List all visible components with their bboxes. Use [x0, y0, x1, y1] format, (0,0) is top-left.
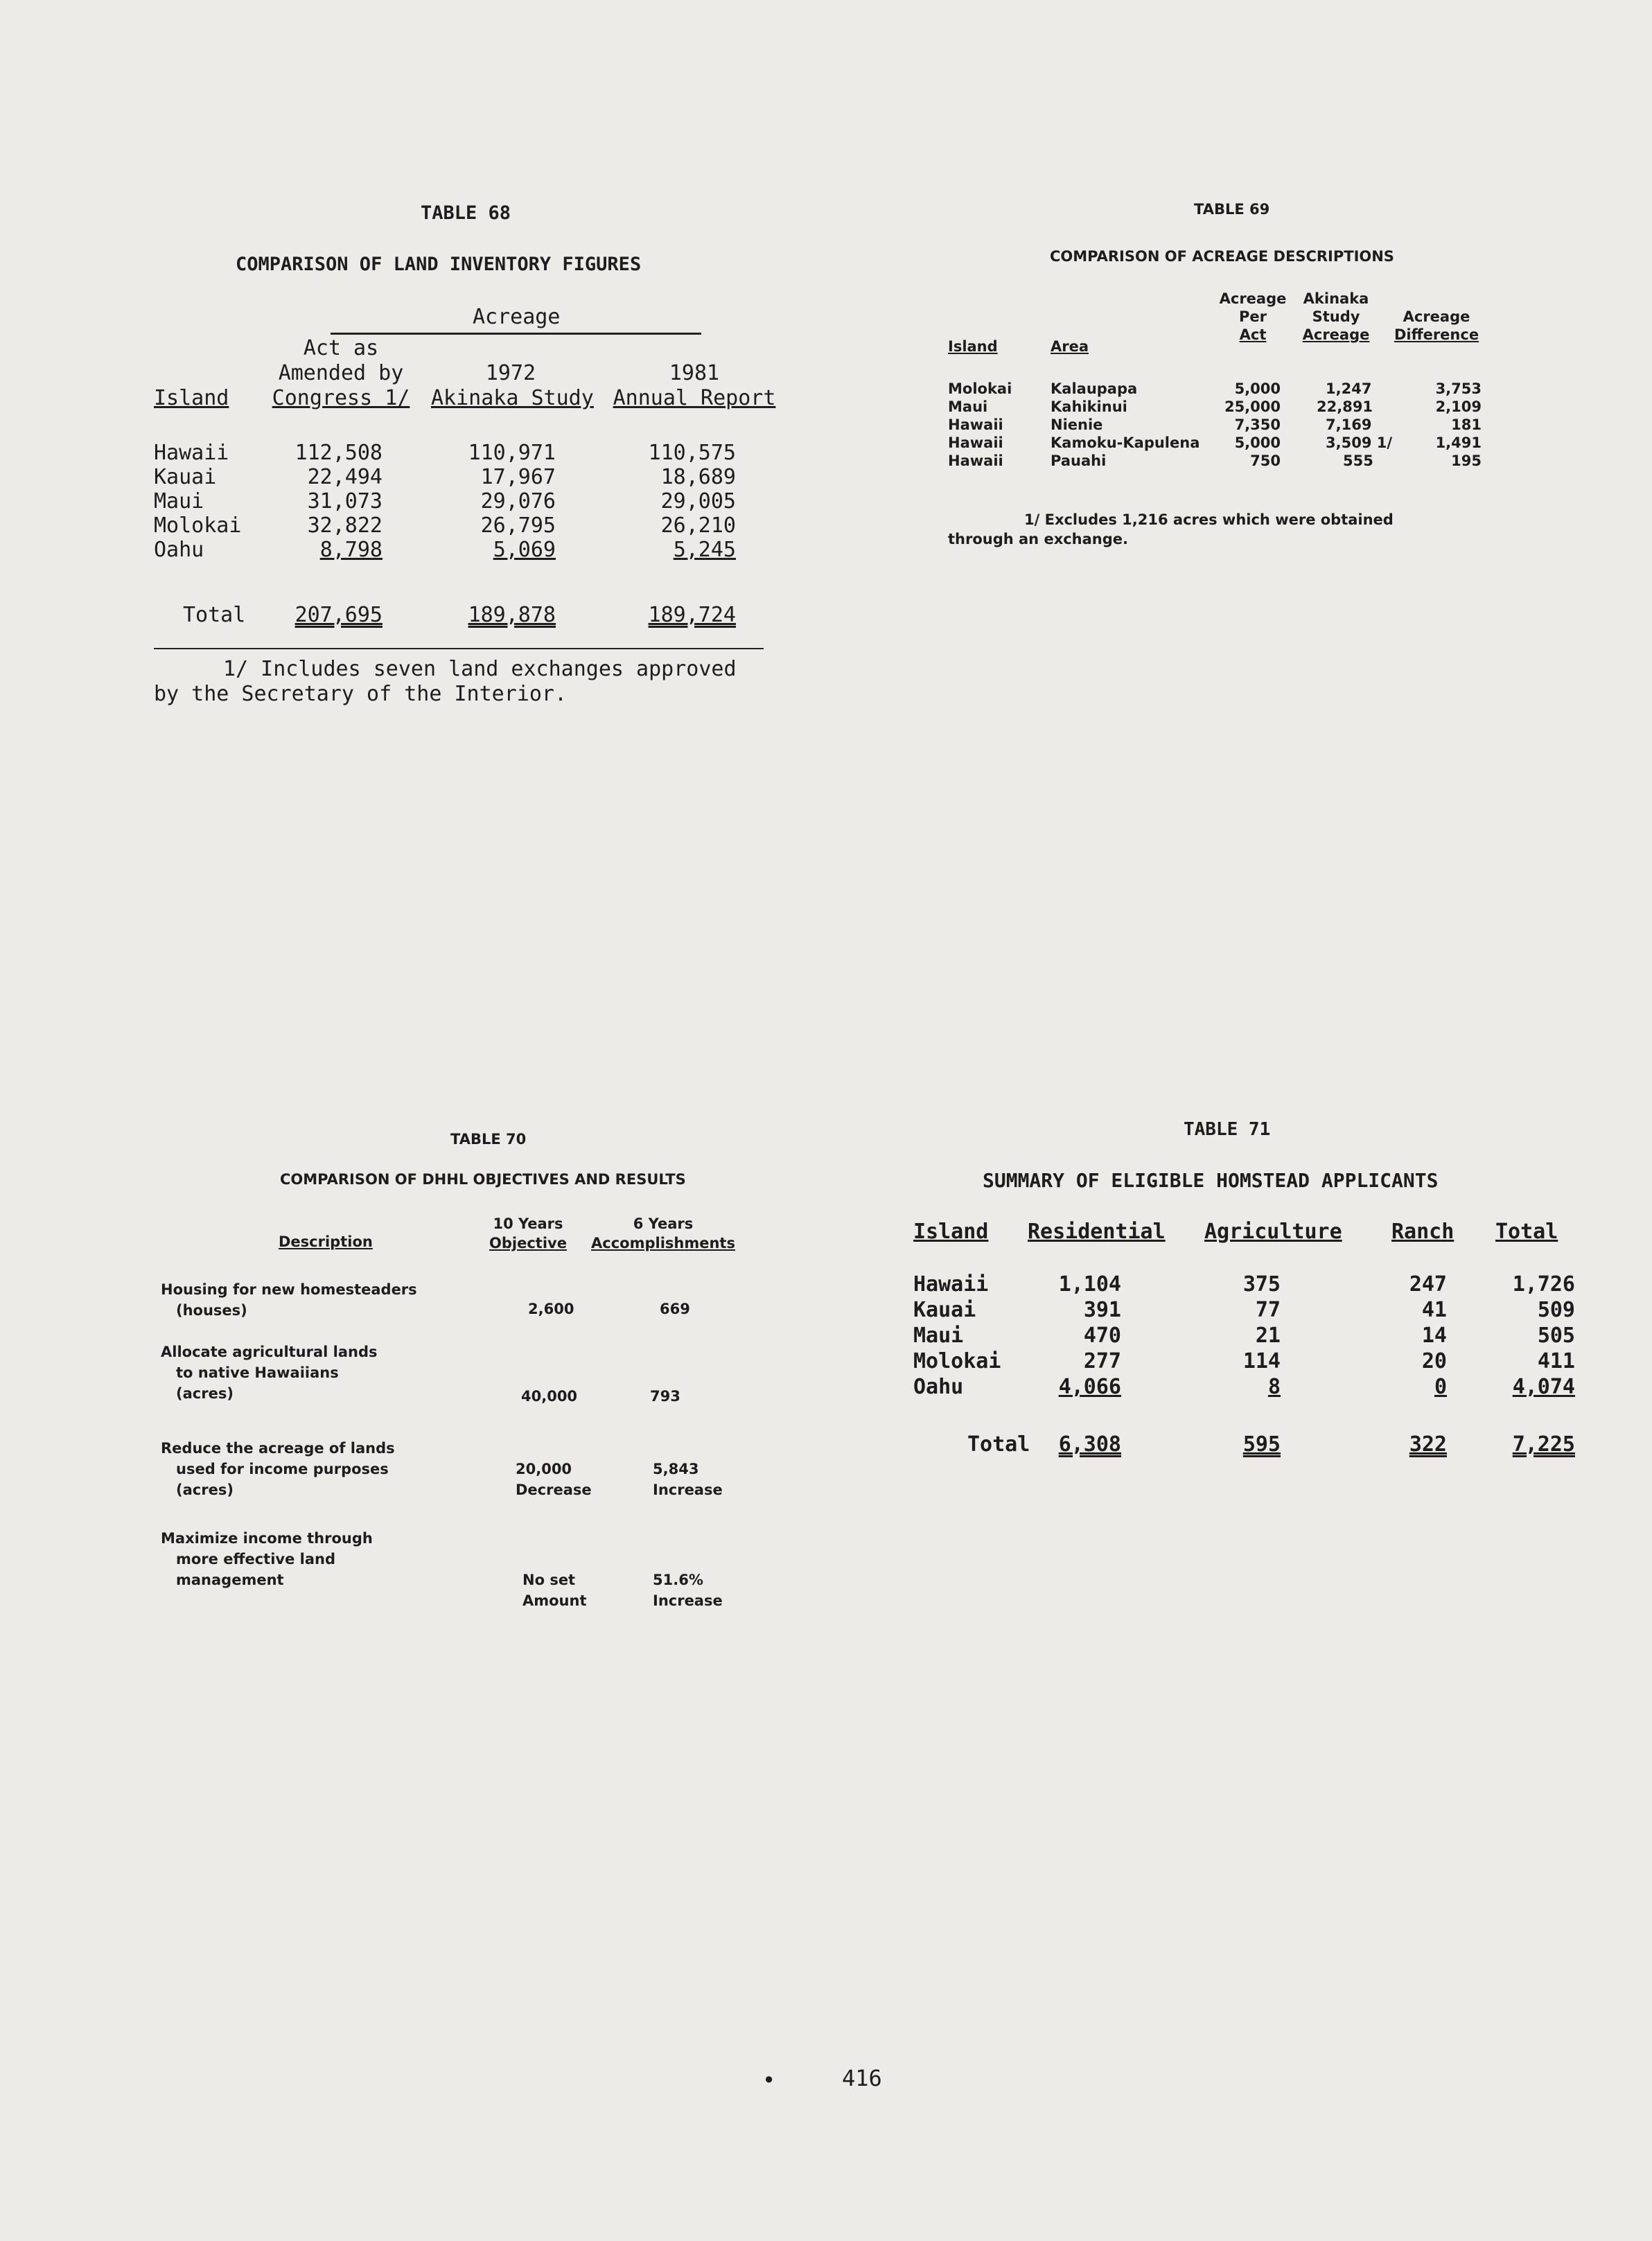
col-accomplishments-header: 6 Years Accomplishments [591, 1215, 735, 1251]
table-70-label: TABLE 70 [450, 1131, 527, 1148]
col-akinaka-header: 1972 Akinaka Study [431, 361, 594, 410]
table-71-label: TABLE 71 [1184, 1119, 1271, 1140]
table-71-title: SUMMARY OF ELIGIBLE HOMSTEAD APPLICANTS [983, 1169, 1439, 1192]
table-row: Molokai Kalaupapa 5,000 1,247 3,753 [948, 380, 1482, 397]
table-68-rows [154, 441, 819, 562]
col-annual-header: 1981 Annual Report [613, 361, 776, 410]
col-study-header: Akinaka Study Acreage [1302, 290, 1370, 343]
table-70: TABLE 70 COMPARISON OF DHHL OBJECTIVES AND RESULTS 10 Years Objective 6 Years Accomplishments Description Housing for new homesteaders (houses) 2,600 669 Allocate agricultural lands to native Hawaiians (acres) 40,000 793 Reduce the acreage of lands used for income purposes (acres) 20,000 Decrease 5,843 Increase Maximize income through more effective land management No set Amount 51.6% Increase [161, 1123, 798, 1608]
table-row: Oahu 4,066 8 0 4,074 [913, 1375, 1575, 1399]
acreage-underline [331, 333, 701, 335]
table-row: Hawaii 1,104 375 247 1,726 [913, 1272, 1575, 1297]
page-number: 416 [842, 2065, 882, 2091]
footnote-rule [154, 648, 764, 649]
table-row: Maui Kahikinui 25,000 22,891 2,109 [948, 398, 1482, 415]
col-congress-header: Act as Amended by Congress 1/ [272, 336, 410, 410]
table-68-label: TABLE 68 [421, 202, 511, 224]
table-row: Kauai 22,494 17,967 18,689 [154, 465, 736, 489]
table-70-title: COMPARISON OF DHHL OBJECTIVES AND RESULTS [280, 1171, 686, 1188]
table-71-rows [913, 1272, 1579, 1400]
area-header: Area [1051, 338, 1089, 355]
col-per-act-header: Acreage Per Act [1219, 290, 1287, 343]
table-row: Oahu 8,798 5,069 5,245 [154, 538, 736, 562]
table-69-label: TABLE 69 [1194, 201, 1270, 218]
table-71-header-row: Island Residential Agriculture Ranch Total [913, 1220, 1558, 1244]
table-row: Molokai 277 114 20 411 [913, 1349, 1575, 1373]
table-68-title: COMPARISON OF LAND INVENTORY FIGURES [236, 254, 642, 275]
table-row: Maui 470 21 14 505 [913, 1324, 1575, 1348]
table-row: Hawaii 112,508 110,971 110,575 [154, 441, 736, 465]
table-68-total-row: Total 207,695 189,878 189,724 [183, 603, 736, 627]
island-header: Island [154, 386, 229, 410]
table-row: Molokai 32,822 26,795 26,210 [154, 513, 736, 538]
table-69-rows [948, 380, 1530, 470]
table-69-footnote: 1/ Excludes 1,216 acres which were obtained through an exchange. [948, 511, 1394, 547]
table-68-footnote: 1/ Includes seven land exchanges approved by the Secretary of the Interior. [154, 657, 737, 706]
page-number-dot: • [762, 2067, 776, 2093]
table-row: Maui 31,073 29,076 29,005 [154, 489, 736, 513]
table-71 [913, 1112, 1579, 1473]
col-difference-header: Acreage Difference [1394, 308, 1479, 343]
description-header: Description [279, 1233, 373, 1250]
table-71-total-row: Total 6,308 595 322 7,225 [967, 1432, 1575, 1457]
table-68 [154, 194, 819, 721]
table-row: Hawaii Kamoku-Kapulena 5,000 3,509 1/ 1,491 [948, 434, 1482, 451]
table-69-title: COMPARISON OF ACREAGE DESCRIPTIONS [1050, 248, 1394, 265]
table-row: Hawaii Nienie 7,350 7,169 181 [948, 416, 1482, 433]
col-objective-header: 10 Years Objective [489, 1215, 567, 1251]
table-69 [948, 201, 1530, 575]
island-header: Island [948, 338, 998, 355]
acreage-group-header: Acreage [473, 305, 561, 329]
table-row: Kauai 391 77 41 509 [913, 1298, 1575, 1322]
table-row: Hawaii Pauahi 750 555 195 [948, 452, 1482, 469]
